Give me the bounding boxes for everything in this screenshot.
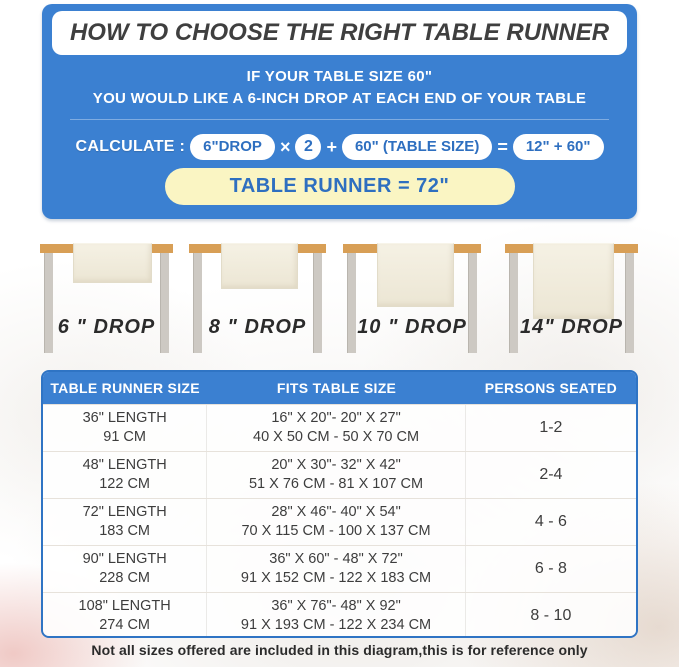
page-title: HOW TO CHOOSE THE RIGHT TABLE RUNNER <box>69 19 610 46</box>
persons-count: 8 - 10 <box>530 607 572 625</box>
table-runner-swatch <box>533 243 614 319</box>
fits-cm: 51 X 76 CM - 81 X 107 CM <box>248 476 424 492</box>
runner-cm: 122 CM <box>99 476 151 492</box>
drop-value-pill: 6"DROP <box>190 134 275 160</box>
fits-inches: 36" X 60" - 48" X 72" <box>269 550 403 567</box>
drop-figures-section <box>0 240 679 358</box>
size-table <box>41 370 638 638</box>
table-row <box>43 498 636 545</box>
header-fits-table-size: FITS TABLE SIZE <box>276 380 397 396</box>
fits-size-cell <box>207 546 466 592</box>
runner-inches: 108" LENGTH <box>78 597 171 614</box>
title-box <box>52 11 627 55</box>
calculation-row <box>42 132 637 162</box>
plus-symbol: + <box>326 137 337 157</box>
fits-cm: 40 X 50 CM - 50 X 70 CM <box>253 429 420 445</box>
table-runner-swatch <box>221 243 298 289</box>
fits-inches: 16" X 20"- 20" X 27" <box>271 409 401 426</box>
calculate-label: CALCULATE : <box>75 138 186 155</box>
drop-label: 6 " DROP <box>57 316 156 338</box>
fits-inches: 20" X 30"- 32" X 42" <box>271 456 401 473</box>
runner-cm: 274 CM <box>99 617 151 633</box>
fits-size-cell <box>207 452 466 498</box>
banner-divider <box>70 119 609 120</box>
table-runner-swatch <box>377 243 454 307</box>
runner-size-cell <box>43 452 207 498</box>
table-figure-6-drop <box>40 240 173 358</box>
table-row <box>43 404 636 451</box>
table-row <box>43 545 636 592</box>
header-persons-seated: PERSONS SEATED <box>484 380 618 396</box>
table-figure-10-drop <box>343 240 481 358</box>
drop-label: 14" DROP <box>519 316 624 338</box>
fits-size-cell <box>207 593 466 638</box>
persons-cell <box>466 452 636 498</box>
persons-cell <box>466 546 636 592</box>
fits-inches: 36" X 76"- 48" X 92" <box>271 597 401 614</box>
table-figure-8-drop <box>189 240 326 358</box>
fits-cm: 70 X 115 CM - 100 X 137 CM <box>241 523 431 539</box>
fits-size-cell <box>207 499 466 545</box>
times-symbol: × <box>279 137 291 157</box>
table-runner-swatch <box>73 243 152 283</box>
subtitle-line-1: IF YOUR TABLE SIZE 60" <box>246 68 433 85</box>
sum-pill: 12" + 60" <box>513 134 604 160</box>
runner-size-cell <box>43 593 207 638</box>
subtitle-line-2: YOU WOULD LIKE A 6-INCH DROP AT EACH END OF YOUR TABLE <box>92 90 587 107</box>
runner-inches: 48" LENGTH <box>82 456 167 473</box>
runner-cm: 91 CM <box>103 429 146 445</box>
footnote: Not all sizes offered are included in this diagram,this is for reference only <box>91 642 588 658</box>
table-figure-14-drop <box>505 240 638 358</box>
persons-cell <box>466 593 636 638</box>
equals-symbol: = <box>497 137 508 157</box>
runner-inches: 72" LENGTH <box>82 503 167 520</box>
table-size-pill: 60" (TABLE SIZE) <box>342 134 492 160</box>
runner-size-cell <box>43 499 207 545</box>
runner-cm: 228 CM <box>99 570 151 586</box>
multiplier-badge: 2 <box>295 134 321 160</box>
runner-cm: 183 CM <box>99 523 151 539</box>
fits-cm: 91 X 193 CM - 122 X 234 CM <box>240 617 432 633</box>
table-row <box>43 451 636 498</box>
runner-inches: 90" LENGTH <box>82 550 167 567</box>
drop-label: 8 " DROP <box>208 316 307 338</box>
persons-count: 2-4 <box>539 466 563 484</box>
runner-size-cell <box>43 546 207 592</box>
persons-count: 6 - 8 <box>534 560 567 578</box>
runner-result-pill: TABLE RUNNER = 72" <box>165 168 515 205</box>
persons-cell <box>466 499 636 545</box>
persons-cell <box>466 405 636 451</box>
persons-count: 1-2 <box>539 419 563 437</box>
table-row <box>43 592 636 638</box>
runner-size-cell <box>43 405 207 451</box>
fits-size-cell <box>207 405 466 451</box>
table-header-row <box>43 372 636 404</box>
fits-inches: 28" X 46"- 40" X 54" <box>271 503 401 520</box>
persons-count: 4 - 6 <box>534 513 567 531</box>
header-banner <box>42 4 637 219</box>
fits-cm: 91 X 152 CM - 122 X 183 CM <box>240 570 432 586</box>
drop-label: 10 " DROP <box>357 316 467 338</box>
header-runner-size: TABLE RUNNER SIZE <box>50 380 200 396</box>
runner-inches: 36" LENGTH <box>82 409 167 426</box>
